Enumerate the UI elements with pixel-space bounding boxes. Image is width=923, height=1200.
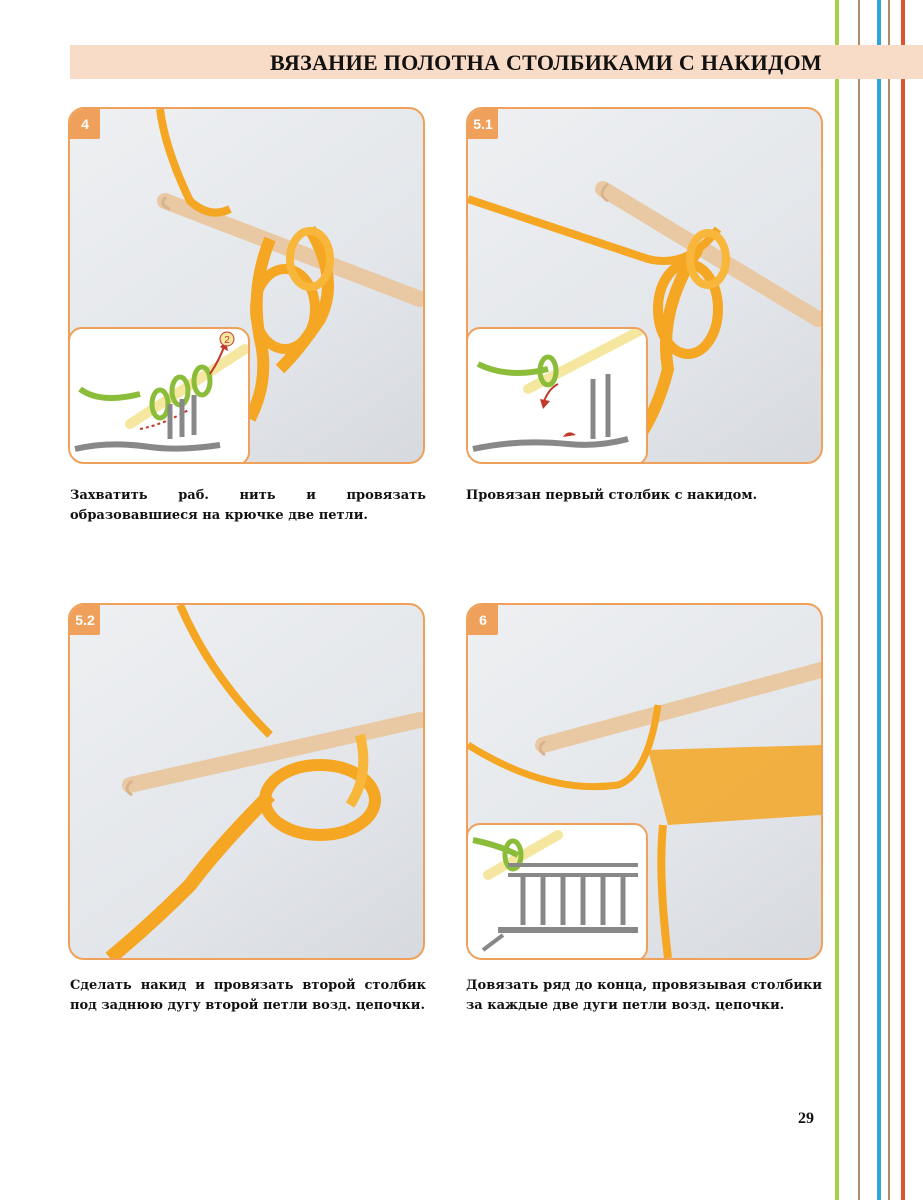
stitch-diagram (468, 329, 646, 464)
diagram-inset (466, 823, 648, 960)
crochet-photo (70, 605, 423, 958)
step-5-1-photo-panel (466, 107, 823, 464)
diagram-step-marker: 2 (224, 335, 230, 346)
page-number: 29 (798, 1110, 814, 1127)
step-6-caption: Довязать ряд до конца, провязывая столбики за каждые две дуги петли возд. цепочки. (466, 978, 822, 1013)
page-title: ВЯЗАНИЕ ПОЛОТНА СТОЛБИКАМИ С НАКИДОМ (270, 50, 822, 75)
stitch-diagram (70, 329, 248, 464)
step-4-photo-panel (68, 107, 425, 464)
diagram-inset (68, 327, 250, 464)
step-4-caption: Захватить раб. нить и провязать образовавшиеся на крючке две петли. (70, 488, 426, 523)
step-5-1-caption: Провязан первый столбик с накидом. (466, 488, 758, 503)
step-number-badge: 5.2 (70, 605, 100, 635)
step-5-2-caption: Сделать накид и провязать второй столбик под заднюю дугу второй петли возд. цепочки. (70, 978, 426, 1013)
step-5-2-photo-panel (68, 603, 425, 960)
step-number-badge: 4 (70, 109, 100, 139)
diagram-inset (466, 327, 648, 464)
decorative-stripes (825, 0, 923, 1200)
stitch-diagram (468, 825, 646, 960)
step-number-badge: 6 (468, 605, 498, 635)
step-number-badge: 5.1 (468, 109, 498, 139)
step-6-photo-panel (466, 603, 823, 960)
